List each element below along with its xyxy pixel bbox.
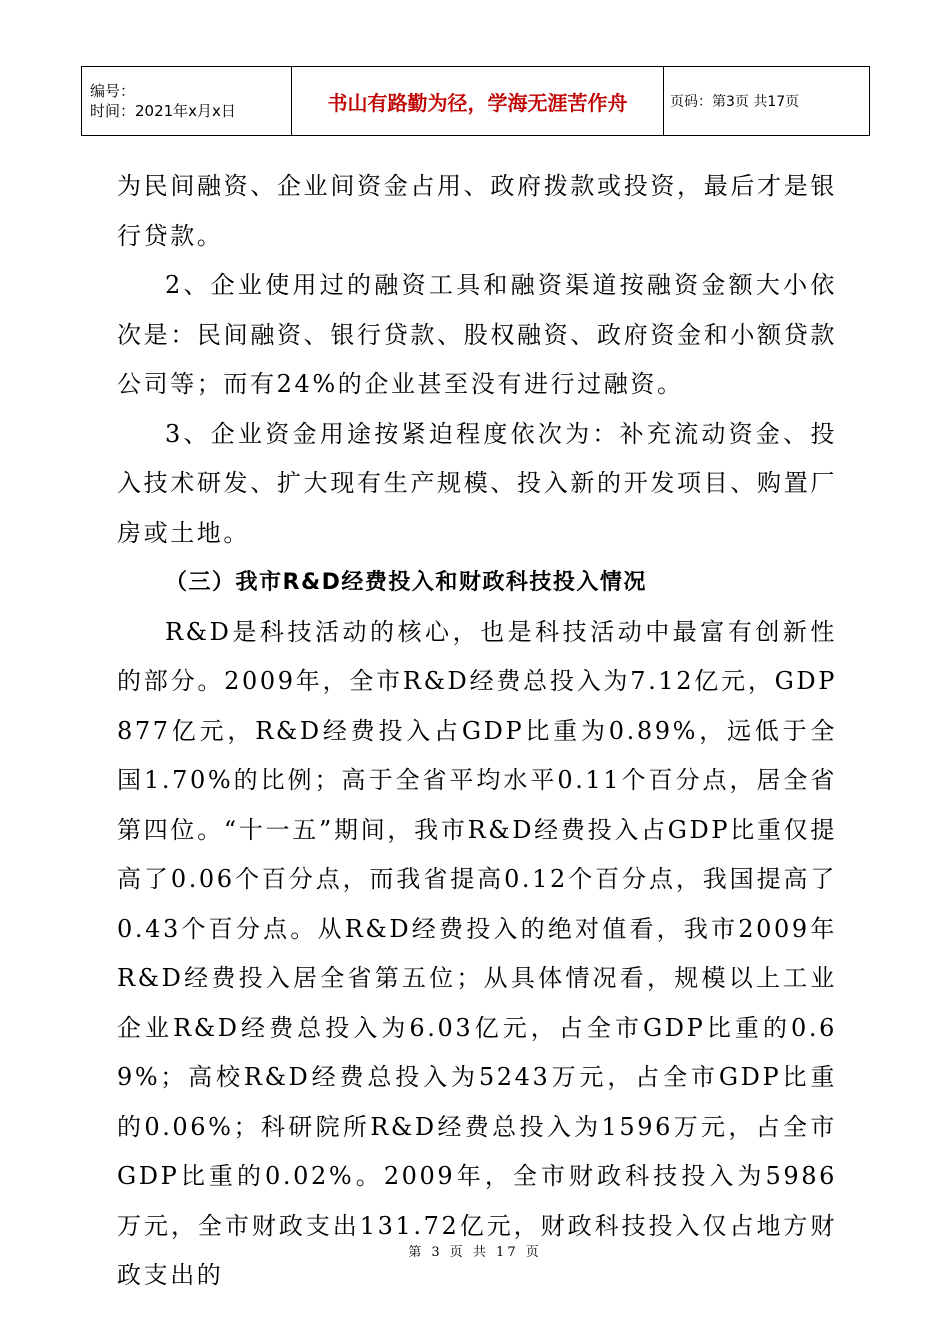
document-time-label: 时间：2021年x月x日: [90, 102, 236, 120]
paragraph: R&D是科技活动的核心，也是科技活动中最富有创新性的部分。2009年，全市R&D经费总投入为7.12亿元，GDP 877亿元，R&D经费投入占GDP比重为0.89%，远低于全国1.70%的比例；高于全省平均水平0.11个百分点，居全省第四位。“十一五”期间，我市R&D经费投入占GDP比重仅提高了0.06个百分点，而我省提高0.12个百分点，我国提高了0.43个百分点。从R&D经费投入的绝对值看，我市2009年R&D经费投入居全省第五位；从具体情况看，规模以上工业企业R&D经费总投入为6.03亿元，占全市GDP比重的0.69%；高校R&D经费总投入为5243万元，占全市GDP比重的0.06%；科研院所R&D经费总投入为1596万元，占全市GDP比重的0.02%。2009年，全市财政科技投入为5986万元，全市财政支出131.72亿元，财政科技投入仅占地方财政支出的: [117, 617, 837, 1289]
document-number-label: 编号：: [90, 82, 136, 100]
document-header: [81, 66, 870, 136]
document-body: [117, 162, 837, 1301]
page-footer: 第 3 页 共 17 页: [408, 1245, 542, 1260]
section-heading: （三）我市R&D经费投入和财政科技投入情况: [165, 570, 647, 595]
header-motto: 书山有路勤为径，学海无涯苦作舟: [292, 67, 664, 136]
header-page-code: 页码：第3页 共17页: [664, 67, 870, 136]
paragraph: 3、企业资金用途按紧迫程度依次为：补充流动资金、投入技术研发、扩大现有生产规模、投入新的开发项目、购置厂房或土地。: [117, 419, 837, 547]
header-info-cell: [82, 67, 292, 136]
paragraph: 为民间融资、企业间资金占用、政府拨款或投资，最后才是银行贷款。: [117, 172, 837, 250]
paragraph: 2、企业使用过的融资工具和融资渠道按融资金额大小依次是：民间融资、银行贷款、股权融资、政府资金和小额贷款公司等；而有24%的企业甚至没有进行过融资。: [117, 271, 837, 398]
